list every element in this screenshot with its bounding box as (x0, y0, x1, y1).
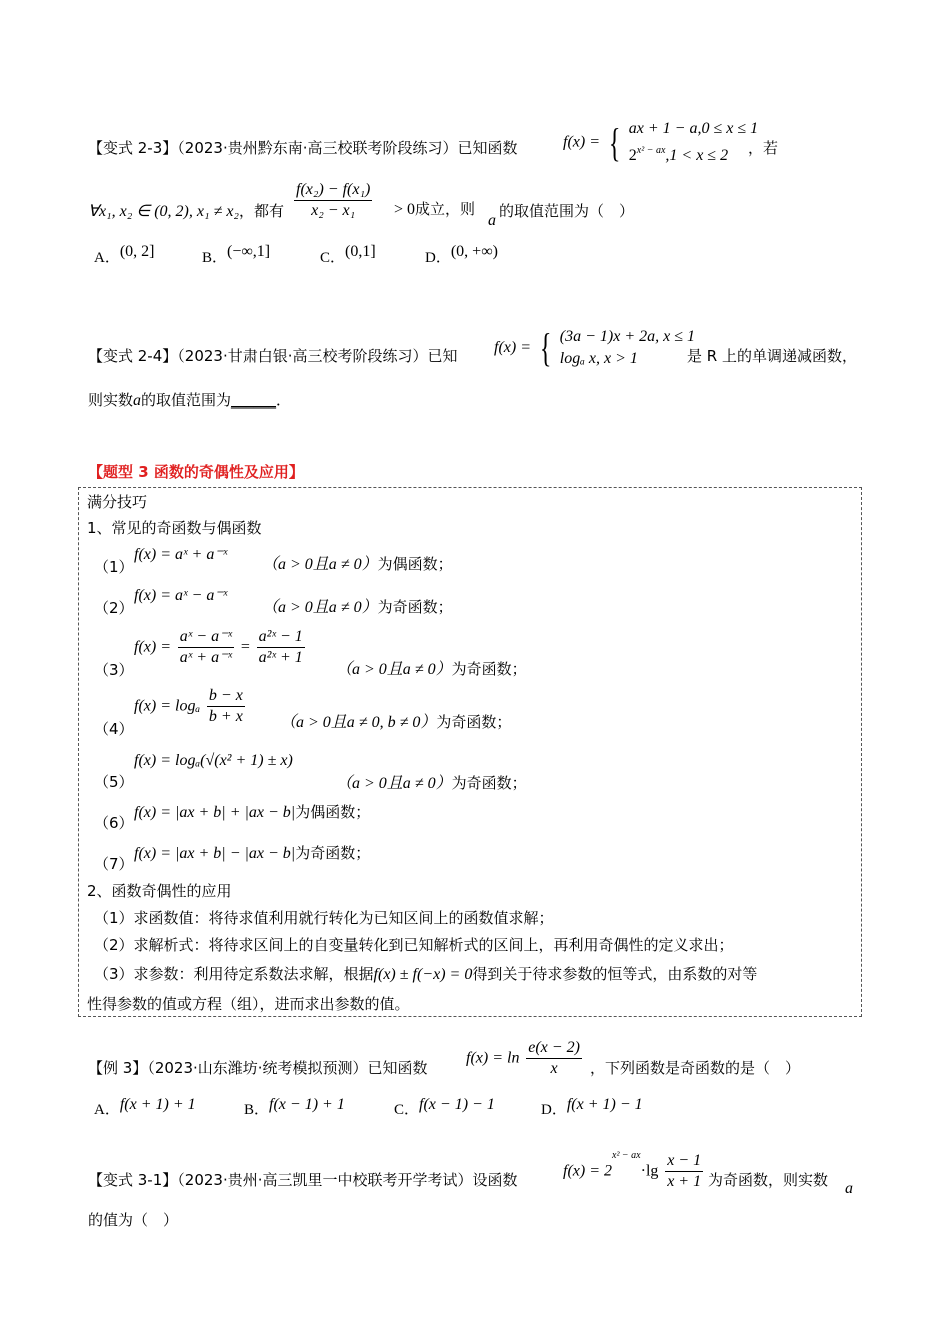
tip-item-4-tail: （a > 0且a ≠ 0, b ≠ 0）为奇函数； (280, 713, 512, 731)
v24-line2: 则实数a的取值范围为______． (88, 391, 292, 409)
v23-ruo: ，若 (748, 139, 779, 157)
v23-cases (629, 118, 758, 167)
tip-item-6-num: （6） (94, 814, 134, 832)
tips-app-3-line2: 性得参数的值或方程（组），进而求出参数的值。 (87, 995, 410, 1013)
v23-option-b[interactable]: B．(−∞,1] (202, 243, 271, 266)
v31-var-a: a (845, 1180, 853, 1197)
v23-case2: $2^{x^2 - ax},1 < x \le 2$ (628, 145, 729, 164)
v23-f-lhs: f(x) = (563, 133, 600, 151)
v23-frac-num: f(x₂) − f(x₁) (294, 180, 372, 201)
tips-heading: 满分技巧 (87, 493, 148, 511)
v31-tag: 【变式 3-1】 (88, 1171, 178, 1189)
v24-f-lhs: f(x) = (494, 339, 531, 356)
tip-item-1-formula: f(x) = aˣ + a⁻ˣ (134, 546, 228, 563)
ex3-line1 (88, 1057, 428, 1078)
tip-item-5-tail: （a > 0且a ≠ 0）为奇函数； (336, 774, 527, 792)
v23-pre: 已知函数 (457, 139, 518, 157)
ex3-option-b[interactable]: B．f(x − 1) + 1 (244, 1096, 345, 1118)
v23-line1 (88, 137, 518, 158)
tip-item-3-tail: （a > 0且a ≠ 0）为奇函数； (336, 660, 527, 678)
v24-case1: (3a − 1)x + 2a, x ≤ 1 (559, 328, 695, 345)
ex3-formula: f(x) = ln $\frac{e(x - 2)}{x}$ (466, 1039, 580, 1077)
tip-item-6-formula: f(x) = |ax + b| + |ax − b|为偶函数； (134, 803, 371, 821)
tips-app-3: （3）求参数：利用待定系数法求解，根据f(x) ± f(−x) = 0得到关于待求参数的恒等式，由系数的对等 (94, 965, 758, 983)
section3-title: 【题型 3 函数的奇偶性及应用】 (88, 463, 304, 481)
v23-frac (294, 180, 372, 221)
ex3-pre: 已知函数 (367, 1059, 428, 1077)
v23-tail (394, 198, 475, 219)
v23-dou-you: ，都有 (238, 202, 284, 220)
tip-item-2-tail: （a > 0且a ≠ 0）为奇函数； (262, 598, 453, 616)
ex3-option-d[interactable]: D．f(x + 1) − 1 (541, 1096, 643, 1118)
tips-app-2: （2）求解析式：将待求区间上的自变量转化到已知解析式的区间上，再利用奇偶性的定义求出； (94, 936, 734, 954)
tips-sub1: 1、常见的奇函数与偶函数 (87, 519, 262, 537)
v24-piecewise (494, 326, 695, 370)
tip-item-4-num: （4） (94, 720, 134, 738)
v23-option-a[interactable]: A．(0, 2] (94, 243, 155, 266)
v23-option-c[interactable]: C．(0,1] (320, 243, 376, 266)
v23-case1: ax + 1 − a,0 ≤ x ≤ 1 (628, 120, 759, 137)
v23-fraction (292, 180, 374, 221)
tip-item-1-num: （1） (94, 558, 134, 576)
v23-piecewise (563, 118, 758, 167)
tip-item-4-formula: f(x) = logₐ $\frac{b - x}{b + x}$ (134, 687, 243, 725)
v31-line1 (88, 1169, 518, 1190)
tips-app-1: （1）求函数值：将待求值利用就行转化为已知区间上的函数值求解； (94, 909, 554, 927)
v23-var-a: a (488, 212, 496, 229)
ex3-source: （2023·山东潍坊·统考模拟预测） (147, 1059, 368, 1077)
ex3-option-c[interactable]: C．f(x − 1) − 1 (394, 1096, 495, 1118)
v31-source: （2023·贵州·高三凯里一中校联考开学考试） (177, 1171, 473, 1189)
v24-cases (560, 326, 695, 370)
v24-case2: logₐ x, x > 1 (559, 350, 638, 367)
v23-range-q: 的取值范围为（ ） (499, 202, 635, 220)
v23-cheng-li: 成立，则 (415, 200, 476, 218)
tip-item-5-formula: f(x) = logₐ(√(x² + 1) ± x) (134, 752, 293, 769)
v23-frac-den: x₂ − x₁ (311, 202, 356, 219)
tip-item-7-num: （7） (94, 855, 134, 873)
tip-item-5-num: （5） (94, 773, 134, 791)
v31-pre: 设函数 (472, 1171, 518, 1189)
tip-item-2-formula: f(x) = aˣ − a⁻ˣ (134, 587, 228, 604)
tip-item-3-num: （3） (94, 661, 134, 679)
tip-item-1-tail: （a > 0且a ≠ 0）为偶函数； (262, 555, 453, 573)
v23-cond-all: ∀x₁, x₂ ∈ (0, 2), x₁ ≠ x₂ (88, 203, 239, 220)
v31-formula: $f(x) = 2^{x^2 - ax}\cdot\lg$ $\frac{x - 1}{x + 1}$ (563, 1150, 702, 1190)
v24-blank[interactable]: ______ (231, 391, 277, 409)
v23-line2 (88, 200, 284, 221)
v31-post: 为奇函数，则实数 (708, 1171, 829, 1189)
v23-tag: 【变式 2-3】 (88, 139, 178, 157)
v24-post: 是 R 上的单调递减函数， (687, 347, 857, 365)
tips-sub2: 2、函数奇偶性的应用 (87, 882, 232, 900)
tip-item-3-formula: f(x) = $\frac{\text{aˣ − a⁻ˣ}}{\text{aˣ + a⁻ˣ}}$ = $\frac{\text{a²ˣ − 1}}{\text{a²ˣ + 1}}$ (134, 628, 303, 666)
tip-item-7-formula: f(x) = |ax + b| − |ax − b|为奇函数； (134, 844, 371, 862)
v24-line1 (88, 345, 458, 366)
ex3-post: ，下列函数是奇函数的是（ ） (590, 1059, 801, 1077)
v23-brace: { (608, 119, 621, 165)
v23-option-d[interactable]: D．(0, +∞) (425, 243, 498, 266)
v24-brace: { (539, 325, 552, 370)
v24-pre: 已知 (427, 347, 458, 365)
ex3-option-a[interactable]: A．f(x + 1) + 1 (94, 1096, 196, 1118)
v24-tag: 【变式 2-4】 (88, 347, 178, 365)
v23-source: （2023·贵州黔东南·高三校联考阶段练习） (177, 139, 458, 157)
ex3-tag: 【例 3】 (88, 1059, 148, 1077)
v24-source: （2023·甘肃白银·高三校考阶段练习） (177, 347, 428, 365)
v31-line2: 的值为（ ） (88, 1211, 179, 1229)
tip-item-2-num: （2） (94, 599, 134, 617)
v23-gt0: > 0 (394, 201, 416, 218)
